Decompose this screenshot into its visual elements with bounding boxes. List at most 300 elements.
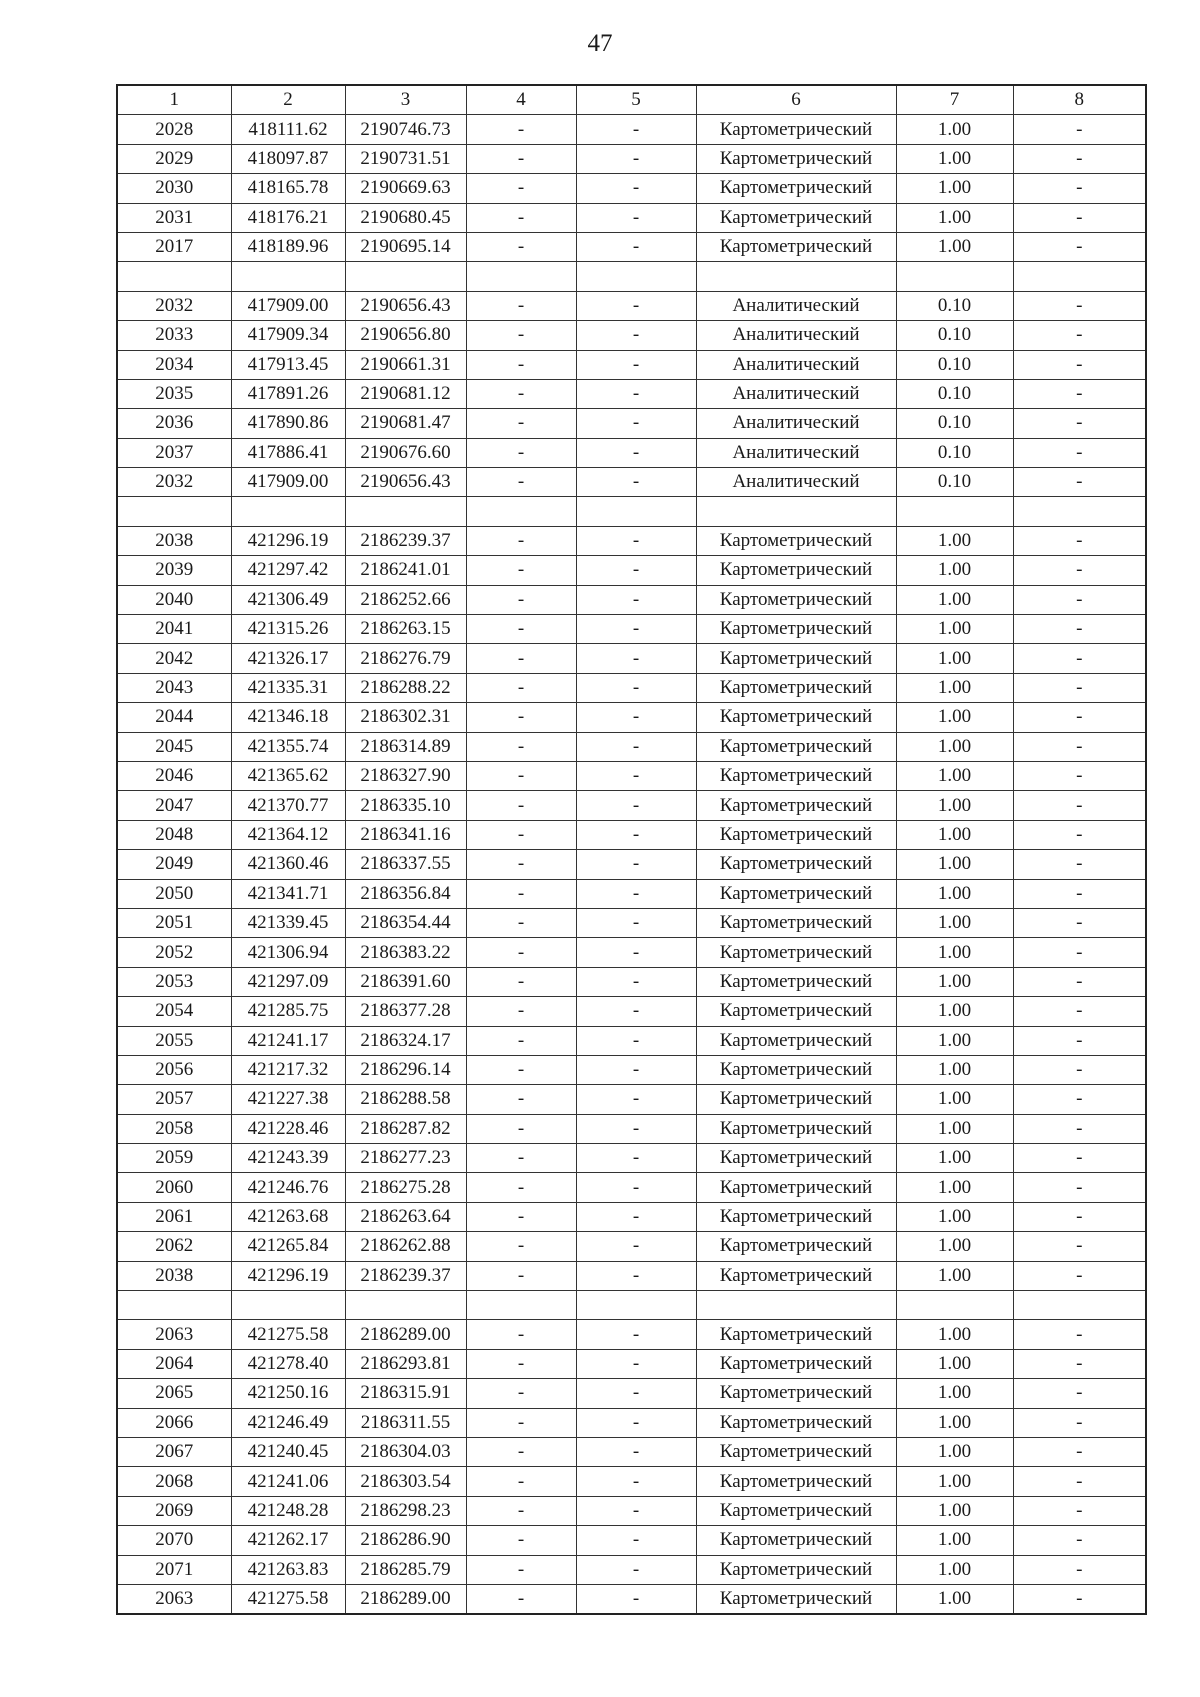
col-4-cell: -	[466, 174, 576, 203]
method-cell: Картометрический	[696, 1232, 896, 1261]
y-coordinate-cell: 2186314.89	[345, 732, 466, 761]
method-cell: Картометрический	[696, 1437, 896, 1466]
y-coordinate-cell: 2186285.79	[345, 1555, 466, 1584]
col-4-cell: -	[466, 761, 576, 790]
header-row	[117, 85, 1146, 115]
col-5-cell: -	[576, 997, 696, 1026]
y-coordinate-cell: 2186337.55	[345, 850, 466, 879]
col-8-cell: -	[1013, 585, 1146, 614]
x-coordinate-cell: 417909.34	[231, 321, 345, 350]
col-4-cell: -	[466, 1114, 576, 1143]
table-row	[117, 438, 1146, 467]
precision-cell: 1.00	[896, 938, 1013, 967]
precision-cell: 1.00	[896, 585, 1013, 614]
table-row	[117, 879, 1146, 908]
precision-cell: 1.00	[896, 644, 1013, 673]
precision-cell: 1.00	[896, 673, 1013, 702]
y-coordinate-cell: 2190680.45	[345, 203, 466, 232]
x-coordinate-cell: 418097.87	[231, 144, 345, 173]
method-cell: Аналитический	[696, 438, 896, 467]
col-5-cell: -	[576, 1437, 696, 1466]
point-number-cell: 2047	[117, 791, 231, 820]
col-4-cell: -	[466, 350, 576, 379]
precision-cell: 0.10	[896, 291, 1013, 320]
col-8-cell: -	[1013, 379, 1146, 408]
y-coordinate-cell: 2190661.31	[345, 350, 466, 379]
y-coordinate-cell	[345, 262, 466, 291]
x-coordinate-cell: 421275.58	[231, 1320, 345, 1349]
point-number-cell: 2036	[117, 409, 231, 438]
col-4-cell: -	[466, 1055, 576, 1084]
precision-cell: 1.00	[896, 1584, 1013, 1614]
method-cell: Картометрический	[696, 1261, 896, 1290]
precision-cell: 1.00	[896, 703, 1013, 732]
x-coordinate-cell: 421278.40	[231, 1349, 345, 1378]
col-4-cell: -	[466, 1026, 576, 1055]
col-8-cell: -	[1013, 1144, 1146, 1173]
col-4-cell: -	[466, 1467, 576, 1496]
method-cell: Картометрический	[696, 615, 896, 644]
precision-cell	[896, 497, 1013, 526]
col-8-cell: -	[1013, 703, 1146, 732]
col-8-cell: -	[1013, 938, 1146, 967]
col-5-cell: -	[576, 1055, 696, 1084]
col-8-cell: -	[1013, 409, 1146, 438]
col-5-cell: -	[576, 1114, 696, 1143]
x-coordinate-cell: 421217.32	[231, 1055, 345, 1084]
y-coordinate-cell: 2190656.43	[345, 291, 466, 320]
method-cell: Аналитический	[696, 291, 896, 320]
col-4-cell: -	[466, 232, 576, 261]
precision-cell: 1.00	[896, 879, 1013, 908]
method-cell: Картометрический	[696, 144, 896, 173]
method-cell: Картометрический	[696, 791, 896, 820]
table-row	[117, 585, 1146, 614]
point-number-cell: 2029	[117, 144, 231, 173]
col-8-cell: -	[1013, 673, 1146, 702]
method-cell: Картометрический	[696, 1526, 896, 1555]
method-cell: Картометрический	[696, 879, 896, 908]
y-coordinate-cell: 2186356.84	[345, 879, 466, 908]
col-4-cell: -	[466, 1555, 576, 1584]
col-5-cell: -	[576, 761, 696, 790]
col-4-cell: -	[466, 732, 576, 761]
point-number-cell: 2064	[117, 1349, 231, 1378]
precision-cell: 1.00	[896, 1555, 1013, 1584]
col-5-cell: -	[576, 556, 696, 585]
col-5-cell: -	[576, 673, 696, 702]
method-cell	[696, 262, 896, 291]
col-4-cell: -	[466, 1584, 576, 1614]
method-cell: Картометрический	[696, 174, 896, 203]
col-4-cell: -	[466, 144, 576, 173]
method-cell: Картометрический	[696, 1144, 896, 1173]
precision-cell	[896, 262, 1013, 291]
col-8-cell: -	[1013, 115, 1146, 144]
method-cell: Картометрический	[696, 908, 896, 937]
method-cell	[696, 497, 896, 526]
header-cell-6: 6	[696, 85, 896, 115]
separator-row	[117, 497, 1146, 526]
col-4-cell: -	[466, 1232, 576, 1261]
method-cell: Аналитический	[696, 379, 896, 408]
col-5-cell: -	[576, 379, 696, 408]
col-8-cell: -	[1013, 174, 1146, 203]
precision-cell: 1.00	[896, 174, 1013, 203]
precision-cell: 1.00	[896, 615, 1013, 644]
point-number-cell: 2048	[117, 820, 231, 849]
point-number-cell: 2028	[117, 115, 231, 144]
point-number-cell: 2054	[117, 997, 231, 1026]
col-8-cell: -	[1013, 1526, 1146, 1555]
table-row	[117, 1467, 1146, 1496]
col-5-cell: -	[576, 115, 696, 144]
y-coordinate-cell: 2186383.22	[345, 938, 466, 967]
col-4-cell: -	[466, 1320, 576, 1349]
precision-cell: 1.00	[896, 1202, 1013, 1231]
col-5-cell: -	[576, 1584, 696, 1614]
point-number-cell: 2041	[117, 615, 231, 644]
x-coordinate-cell: 417891.26	[231, 379, 345, 408]
precision-cell: 1.00	[896, 1526, 1013, 1555]
point-number-cell: 2059	[117, 1144, 231, 1173]
col-5-cell: -	[576, 820, 696, 849]
table-body	[117, 85, 1146, 1614]
table-row	[117, 1496, 1146, 1525]
precision-cell: 1.00	[896, 526, 1013, 555]
col-4-cell: -	[466, 673, 576, 702]
point-number-cell: 2062	[117, 1232, 231, 1261]
col-8-cell	[1013, 1291, 1146, 1320]
x-coordinate-cell: 421248.28	[231, 1496, 345, 1525]
col-5-cell: -	[576, 409, 696, 438]
method-cell: Картометрический	[696, 556, 896, 585]
x-coordinate-cell: 421326.17	[231, 644, 345, 673]
table-row	[117, 615, 1146, 644]
col-5-cell: -	[576, 1320, 696, 1349]
method-cell: Картометрический	[696, 732, 896, 761]
col-4-cell: -	[466, 526, 576, 555]
table-row	[117, 144, 1146, 173]
precision-cell: 1.00	[896, 1467, 1013, 1496]
point-number-cell: 2038	[117, 526, 231, 555]
x-coordinate-cell: 421360.46	[231, 850, 345, 879]
precision-cell: 0.10	[896, 321, 1013, 350]
point-number-cell: 2051	[117, 908, 231, 937]
col-4-cell	[466, 262, 576, 291]
method-cell: Аналитический	[696, 409, 896, 438]
y-coordinate-cell: 2190746.73	[345, 115, 466, 144]
y-coordinate-cell	[345, 497, 466, 526]
col-8-cell: -	[1013, 1467, 1146, 1496]
x-coordinate-cell: 418165.78	[231, 174, 345, 203]
x-coordinate-cell: 421306.49	[231, 585, 345, 614]
point-number-cell: 2037	[117, 438, 231, 467]
point-number-cell: 2063	[117, 1584, 231, 1614]
precision-cell: 1.00	[896, 115, 1013, 144]
y-coordinate-cell: 2186289.00	[345, 1320, 466, 1349]
col-5-cell: -	[576, 1173, 696, 1202]
x-coordinate-cell: 418189.96	[231, 232, 345, 261]
method-cell: Картометрический	[696, 232, 896, 261]
y-coordinate-cell	[345, 1291, 466, 1320]
col-4-cell: -	[466, 115, 576, 144]
col-4-cell: -	[466, 409, 576, 438]
y-coordinate-cell: 2186327.90	[345, 761, 466, 790]
point-number-cell: 2050	[117, 879, 231, 908]
col-5-cell: -	[576, 1349, 696, 1378]
precision-cell: 1.00	[896, 1173, 1013, 1202]
x-coordinate-cell: 417909.00	[231, 468, 345, 497]
table-row	[117, 967, 1146, 996]
col-8-cell: -	[1013, 1437, 1146, 1466]
point-number-cell: 2038	[117, 1261, 231, 1290]
separator-row	[117, 262, 1146, 291]
col-8-cell: -	[1013, 1584, 1146, 1614]
y-coordinate-cell: 2186335.10	[345, 791, 466, 820]
method-cell: Картометрический	[696, 1173, 896, 1202]
x-coordinate-cell: 418111.62	[231, 115, 345, 144]
col-4-cell: -	[466, 379, 576, 408]
col-4-cell: -	[466, 556, 576, 585]
method-cell: Картометрический	[696, 967, 896, 996]
x-coordinate-cell: 421365.62	[231, 761, 345, 790]
table-row	[117, 1144, 1146, 1173]
table-row	[117, 791, 1146, 820]
precision-cell: 1.00	[896, 1349, 1013, 1378]
point-number-cell: 2042	[117, 644, 231, 673]
table-row	[117, 850, 1146, 879]
table-row	[117, 115, 1146, 144]
table-row	[117, 1055, 1146, 1084]
x-coordinate-cell: 421240.45	[231, 1437, 345, 1466]
method-cell: Картометрический	[696, 1379, 896, 1408]
y-coordinate-cell: 2186391.60	[345, 967, 466, 996]
y-coordinate-cell: 2190656.43	[345, 468, 466, 497]
method-cell: Картометрический	[696, 115, 896, 144]
x-coordinate-cell: 421315.26	[231, 615, 345, 644]
y-coordinate-cell: 2186275.28	[345, 1173, 466, 1202]
point-number-cell: 2040	[117, 585, 231, 614]
col-5-cell: -	[576, 1379, 696, 1408]
table-row	[117, 644, 1146, 673]
precision-cell: 1.00	[896, 1379, 1013, 1408]
y-coordinate-cell: 2186289.00	[345, 1584, 466, 1614]
x-coordinate-cell: 421246.49	[231, 1408, 345, 1437]
col-5-cell: -	[576, 1202, 696, 1231]
y-coordinate-cell: 2190731.51	[345, 144, 466, 173]
point-number-cell: 2058	[117, 1114, 231, 1143]
col-4-cell: -	[466, 820, 576, 849]
y-coordinate-cell: 2186304.03	[345, 1437, 466, 1466]
point-number-cell: 2049	[117, 850, 231, 879]
table-row	[117, 1232, 1146, 1261]
method-cell: Картометрический	[696, 1349, 896, 1378]
precision-cell: 1.00	[896, 791, 1013, 820]
precision-cell	[896, 1291, 1013, 1320]
method-cell: Картометрический	[696, 203, 896, 232]
header-cell-4: 4	[466, 85, 576, 115]
method-cell: Картометрический	[696, 1320, 896, 1349]
precision-cell: 1.00	[896, 1085, 1013, 1114]
col-4-cell: -	[466, 908, 576, 937]
point-number-cell: 2060	[117, 1173, 231, 1202]
point-number-cell: 2067	[117, 1437, 231, 1466]
point-number-cell	[117, 1291, 231, 1320]
y-coordinate-cell: 2186239.37	[345, 1261, 466, 1290]
x-coordinate-cell: 421262.17	[231, 1526, 345, 1555]
col-4-cell: -	[466, 468, 576, 497]
y-coordinate-cell: 2186287.82	[345, 1114, 466, 1143]
method-cell: Аналитический	[696, 350, 896, 379]
table-row	[117, 761, 1146, 790]
col-5-cell: -	[576, 791, 696, 820]
col-4-cell: -	[466, 1202, 576, 1231]
x-coordinate-cell: 421296.19	[231, 1261, 345, 1290]
col-8-cell: -	[1013, 1555, 1146, 1584]
precision-cell: 0.10	[896, 350, 1013, 379]
col-5-cell: -	[576, 144, 696, 173]
col-5-cell: -	[576, 1467, 696, 1496]
x-coordinate-cell	[231, 497, 345, 526]
col-5-cell: -	[576, 291, 696, 320]
col-8-cell	[1013, 262, 1146, 291]
y-coordinate-cell: 2186262.88	[345, 1232, 466, 1261]
precision-cell: 1.00	[896, 908, 1013, 937]
x-coordinate-cell: 421297.09	[231, 967, 345, 996]
col-5-cell: -	[576, 879, 696, 908]
precision-cell: 1.00	[896, 1408, 1013, 1437]
method-cell: Картометрический	[696, 820, 896, 849]
point-number-cell: 2066	[117, 1408, 231, 1437]
col-8-cell: -	[1013, 1349, 1146, 1378]
x-coordinate-cell: 417909.00	[231, 291, 345, 320]
method-cell: Картометрический	[696, 1584, 896, 1614]
point-number-cell: 2032	[117, 468, 231, 497]
point-number-cell: 2035	[117, 379, 231, 408]
x-coordinate-cell: 421265.84	[231, 1232, 345, 1261]
method-cell: Картометрический	[696, 1085, 896, 1114]
precision-cell: 1.00	[896, 232, 1013, 261]
table-row	[117, 321, 1146, 350]
table-row	[117, 468, 1146, 497]
col-5-cell: -	[576, 174, 696, 203]
point-number-cell: 2045	[117, 732, 231, 761]
y-coordinate-cell: 2186298.23	[345, 1496, 466, 1525]
col-4-cell: -	[466, 1437, 576, 1466]
point-number-cell: 2065	[117, 1379, 231, 1408]
method-cell: Картометрический	[696, 1496, 896, 1525]
table-row	[117, 673, 1146, 702]
x-coordinate-cell: 421370.77	[231, 791, 345, 820]
point-number-cell: 2071	[117, 1555, 231, 1584]
x-coordinate-cell	[231, 262, 345, 291]
col-4-cell: -	[466, 1496, 576, 1525]
y-coordinate-cell: 2186296.14	[345, 1055, 466, 1084]
col-5-cell: -	[576, 850, 696, 879]
x-coordinate-cell: 421346.18	[231, 703, 345, 732]
table-row	[117, 732, 1146, 761]
precision-cell: 1.00	[896, 732, 1013, 761]
point-number-cell: 2061	[117, 1202, 231, 1231]
table-row	[117, 938, 1146, 967]
col-4-cell: -	[466, 438, 576, 467]
precision-cell: 1.00	[896, 1144, 1013, 1173]
col-8-cell: -	[1013, 1026, 1146, 1055]
x-coordinate-cell: 421241.06	[231, 1467, 345, 1496]
table-row	[117, 1026, 1146, 1055]
precision-cell: 0.10	[896, 409, 1013, 438]
header-cell-5: 5	[576, 85, 696, 115]
method-cell: Картометрический	[696, 1202, 896, 1231]
col-8-cell: -	[1013, 732, 1146, 761]
method-cell: Картометрический	[696, 1555, 896, 1584]
x-coordinate-cell	[231, 1291, 345, 1320]
table-row	[117, 1114, 1146, 1143]
col-4-cell: -	[466, 585, 576, 614]
col-8-cell: -	[1013, 1320, 1146, 1349]
y-coordinate-cell: 2186324.17	[345, 1026, 466, 1055]
col-5-cell: -	[576, 908, 696, 937]
x-coordinate-cell: 421241.17	[231, 1026, 345, 1055]
y-coordinate-cell: 2186252.66	[345, 585, 466, 614]
y-coordinate-cell: 2186241.01	[345, 556, 466, 585]
x-coordinate-cell: 417890.86	[231, 409, 345, 438]
precision-cell: 1.00	[896, 1496, 1013, 1525]
y-coordinate-cell: 2186277.23	[345, 1144, 466, 1173]
x-coordinate-cell: 421296.19	[231, 526, 345, 555]
col-8-cell: -	[1013, 1085, 1146, 1114]
col-8-cell: -	[1013, 1408, 1146, 1437]
point-number-cell: 2053	[117, 967, 231, 996]
col-4-cell: -	[466, 879, 576, 908]
col-5-cell	[576, 262, 696, 291]
col-4-cell: -	[466, 203, 576, 232]
table-row	[117, 526, 1146, 555]
table-row	[117, 409, 1146, 438]
table-row	[117, 1320, 1146, 1349]
precision-cell: 1.00	[896, 144, 1013, 173]
col-8-cell: -	[1013, 1261, 1146, 1290]
col-5-cell: -	[576, 1026, 696, 1055]
y-coordinate-cell: 2186303.54	[345, 1467, 466, 1496]
col-8-cell: -	[1013, 468, 1146, 497]
method-cell: Картометрический	[696, 1408, 896, 1437]
precision-cell: 1.00	[896, 1261, 1013, 1290]
y-coordinate-cell: 2186263.64	[345, 1202, 466, 1231]
table-row	[117, 1349, 1146, 1378]
point-number-cell: 2046	[117, 761, 231, 790]
precision-cell: 0.10	[896, 468, 1013, 497]
col-4-cell: -	[466, 703, 576, 732]
col-4-cell: -	[466, 1526, 576, 1555]
col-8-cell: -	[1013, 908, 1146, 937]
table-row	[117, 379, 1146, 408]
col-4-cell: -	[466, 321, 576, 350]
col-8-cell: -	[1013, 1114, 1146, 1143]
precision-cell: 1.00	[896, 1232, 1013, 1261]
col-4-cell: -	[466, 1379, 576, 1408]
col-8-cell: -	[1013, 1496, 1146, 1525]
col-5-cell: -	[576, 703, 696, 732]
method-cell: Картометрический	[696, 1055, 896, 1084]
point-number-cell	[117, 262, 231, 291]
y-coordinate-cell: 2186263.15	[345, 615, 466, 644]
col-4-cell: -	[466, 967, 576, 996]
y-coordinate-cell: 2186239.37	[345, 526, 466, 555]
col-8-cell: -	[1013, 556, 1146, 585]
precision-cell: 1.00	[896, 203, 1013, 232]
